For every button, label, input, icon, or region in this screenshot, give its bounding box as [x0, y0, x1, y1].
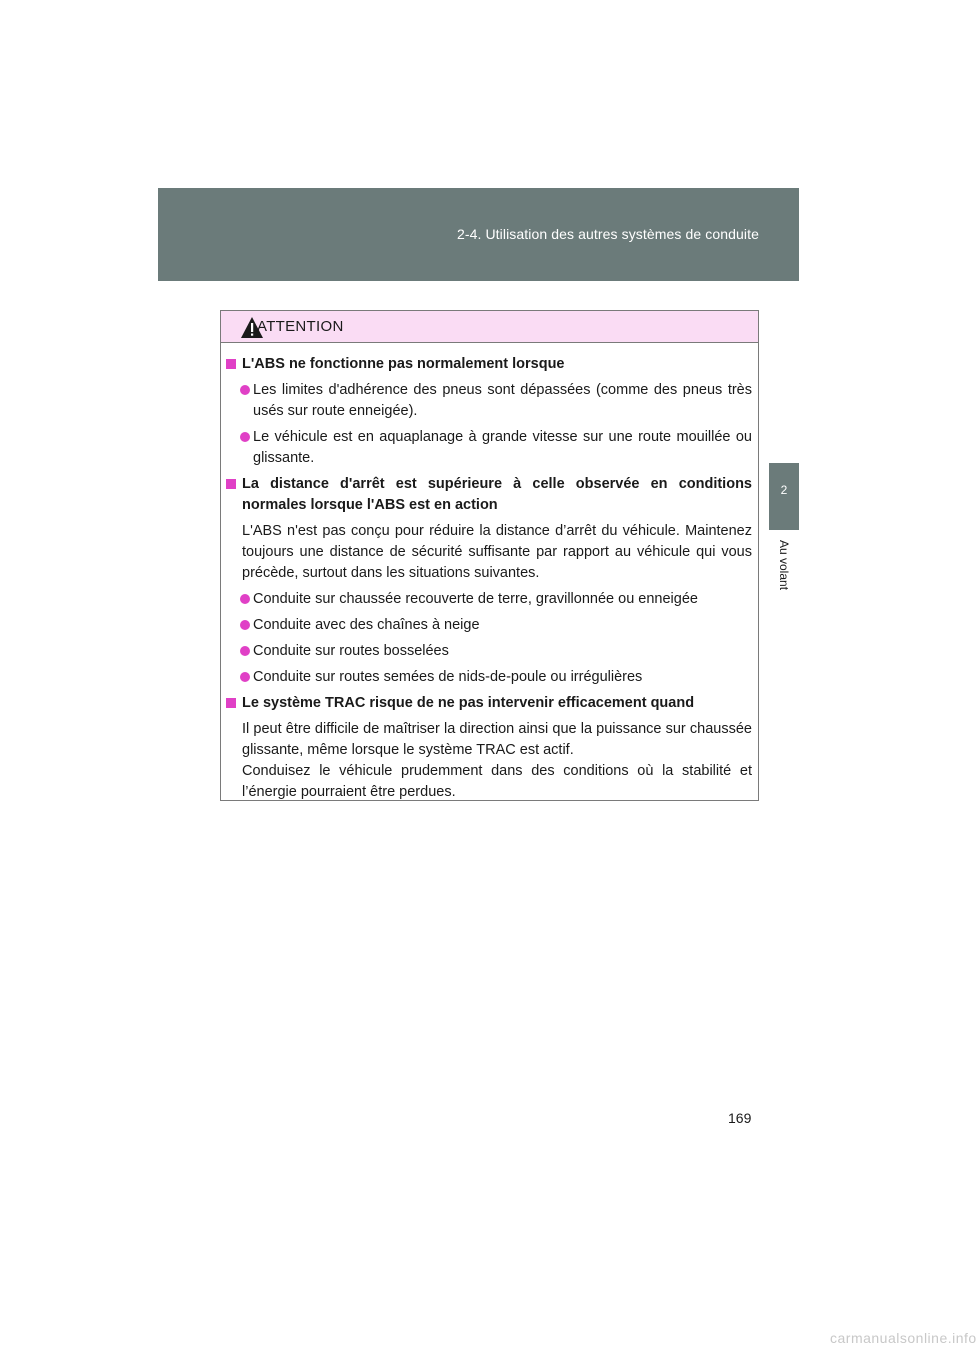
chapter-tab — [769, 463, 799, 530]
round-bullet-icon — [240, 646, 250, 656]
warning-header — [221, 311, 758, 343]
chapter-label-wrap — [769, 540, 799, 610]
round-bullet-icon — [240, 620, 250, 630]
warning-title: ATTENTION — [257, 318, 344, 335]
list-item: Les limites d'adhérence des pneus sont dépassées (comme des pneus très usés sur route enneigée). — [225, 380, 752, 422]
page-number: 169 — [728, 1110, 752, 1126]
paragraph — [225, 719, 752, 803]
list-item: Conduite sur routes bosselées — [225, 641, 752, 662]
chapter-label: Au volant — [777, 540, 791, 591]
watermark: carmanualsonline.info — [830, 1330, 977, 1346]
warning-box — [220, 310, 759, 801]
paragraph-line: Il peut être difficile de maîtriser la direction ainsi que la puissance sur chaussée glissante, même lorsque le système TRAC est actif. — [242, 721, 752, 758]
section-heading: Le système TRAC risque de ne pas intervenir efficacement quand — [225, 693, 752, 714]
list-item: Le véhicule est en aquaplanage à grande vitesse sur une route mouillée ou glissante. — [225, 427, 752, 469]
section-title: 2-4. Utilisation des autres systèmes de conduite — [456, 226, 759, 242]
list-item: Conduite avec des chaînes à neige — [225, 615, 752, 636]
square-bullet-icon — [226, 359, 236, 369]
chapter-number: 2 — [780, 483, 788, 497]
paragraph: L'ABS n'est pas conçu pour réduire la distance d’arrêt du véhicule. Maintenez toujours une distance de sécurité suffisante par rapport au véhicule qui vous précède, surtout dans les situations suivantes. — [242, 523, 752, 581]
square-bullet-icon — [226, 479, 236, 489]
square-bullet-icon — [226, 698, 236, 708]
paragraph-line: Conduisez le véhicule prudemment dans des conditions où la stabilité et l’énergie pourraient être perdues. — [242, 763, 752, 800]
round-bullet-icon — [240, 594, 250, 604]
list-item: Conduite sur routes semées de nids-de-poule ou irrégulières — [225, 667, 752, 688]
chapter-header-band — [158, 188, 799, 281]
section-heading: La distance d'arrêt est supérieure à celle observée en conditions normales lorsque l'ABS est en action — [225, 474, 752, 516]
round-bullet-icon — [240, 432, 250, 442]
round-bullet-icon — [240, 385, 250, 395]
list-item: Conduite sur chaussée recouverte de terre, gravillonnée ou enneigée — [225, 589, 752, 610]
warning-body — [221, 343, 758, 803]
section-heading: L'ABS ne fonctionne pas normalement lorsque — [225, 354, 752, 375]
round-bullet-icon — [240, 672, 250, 682]
